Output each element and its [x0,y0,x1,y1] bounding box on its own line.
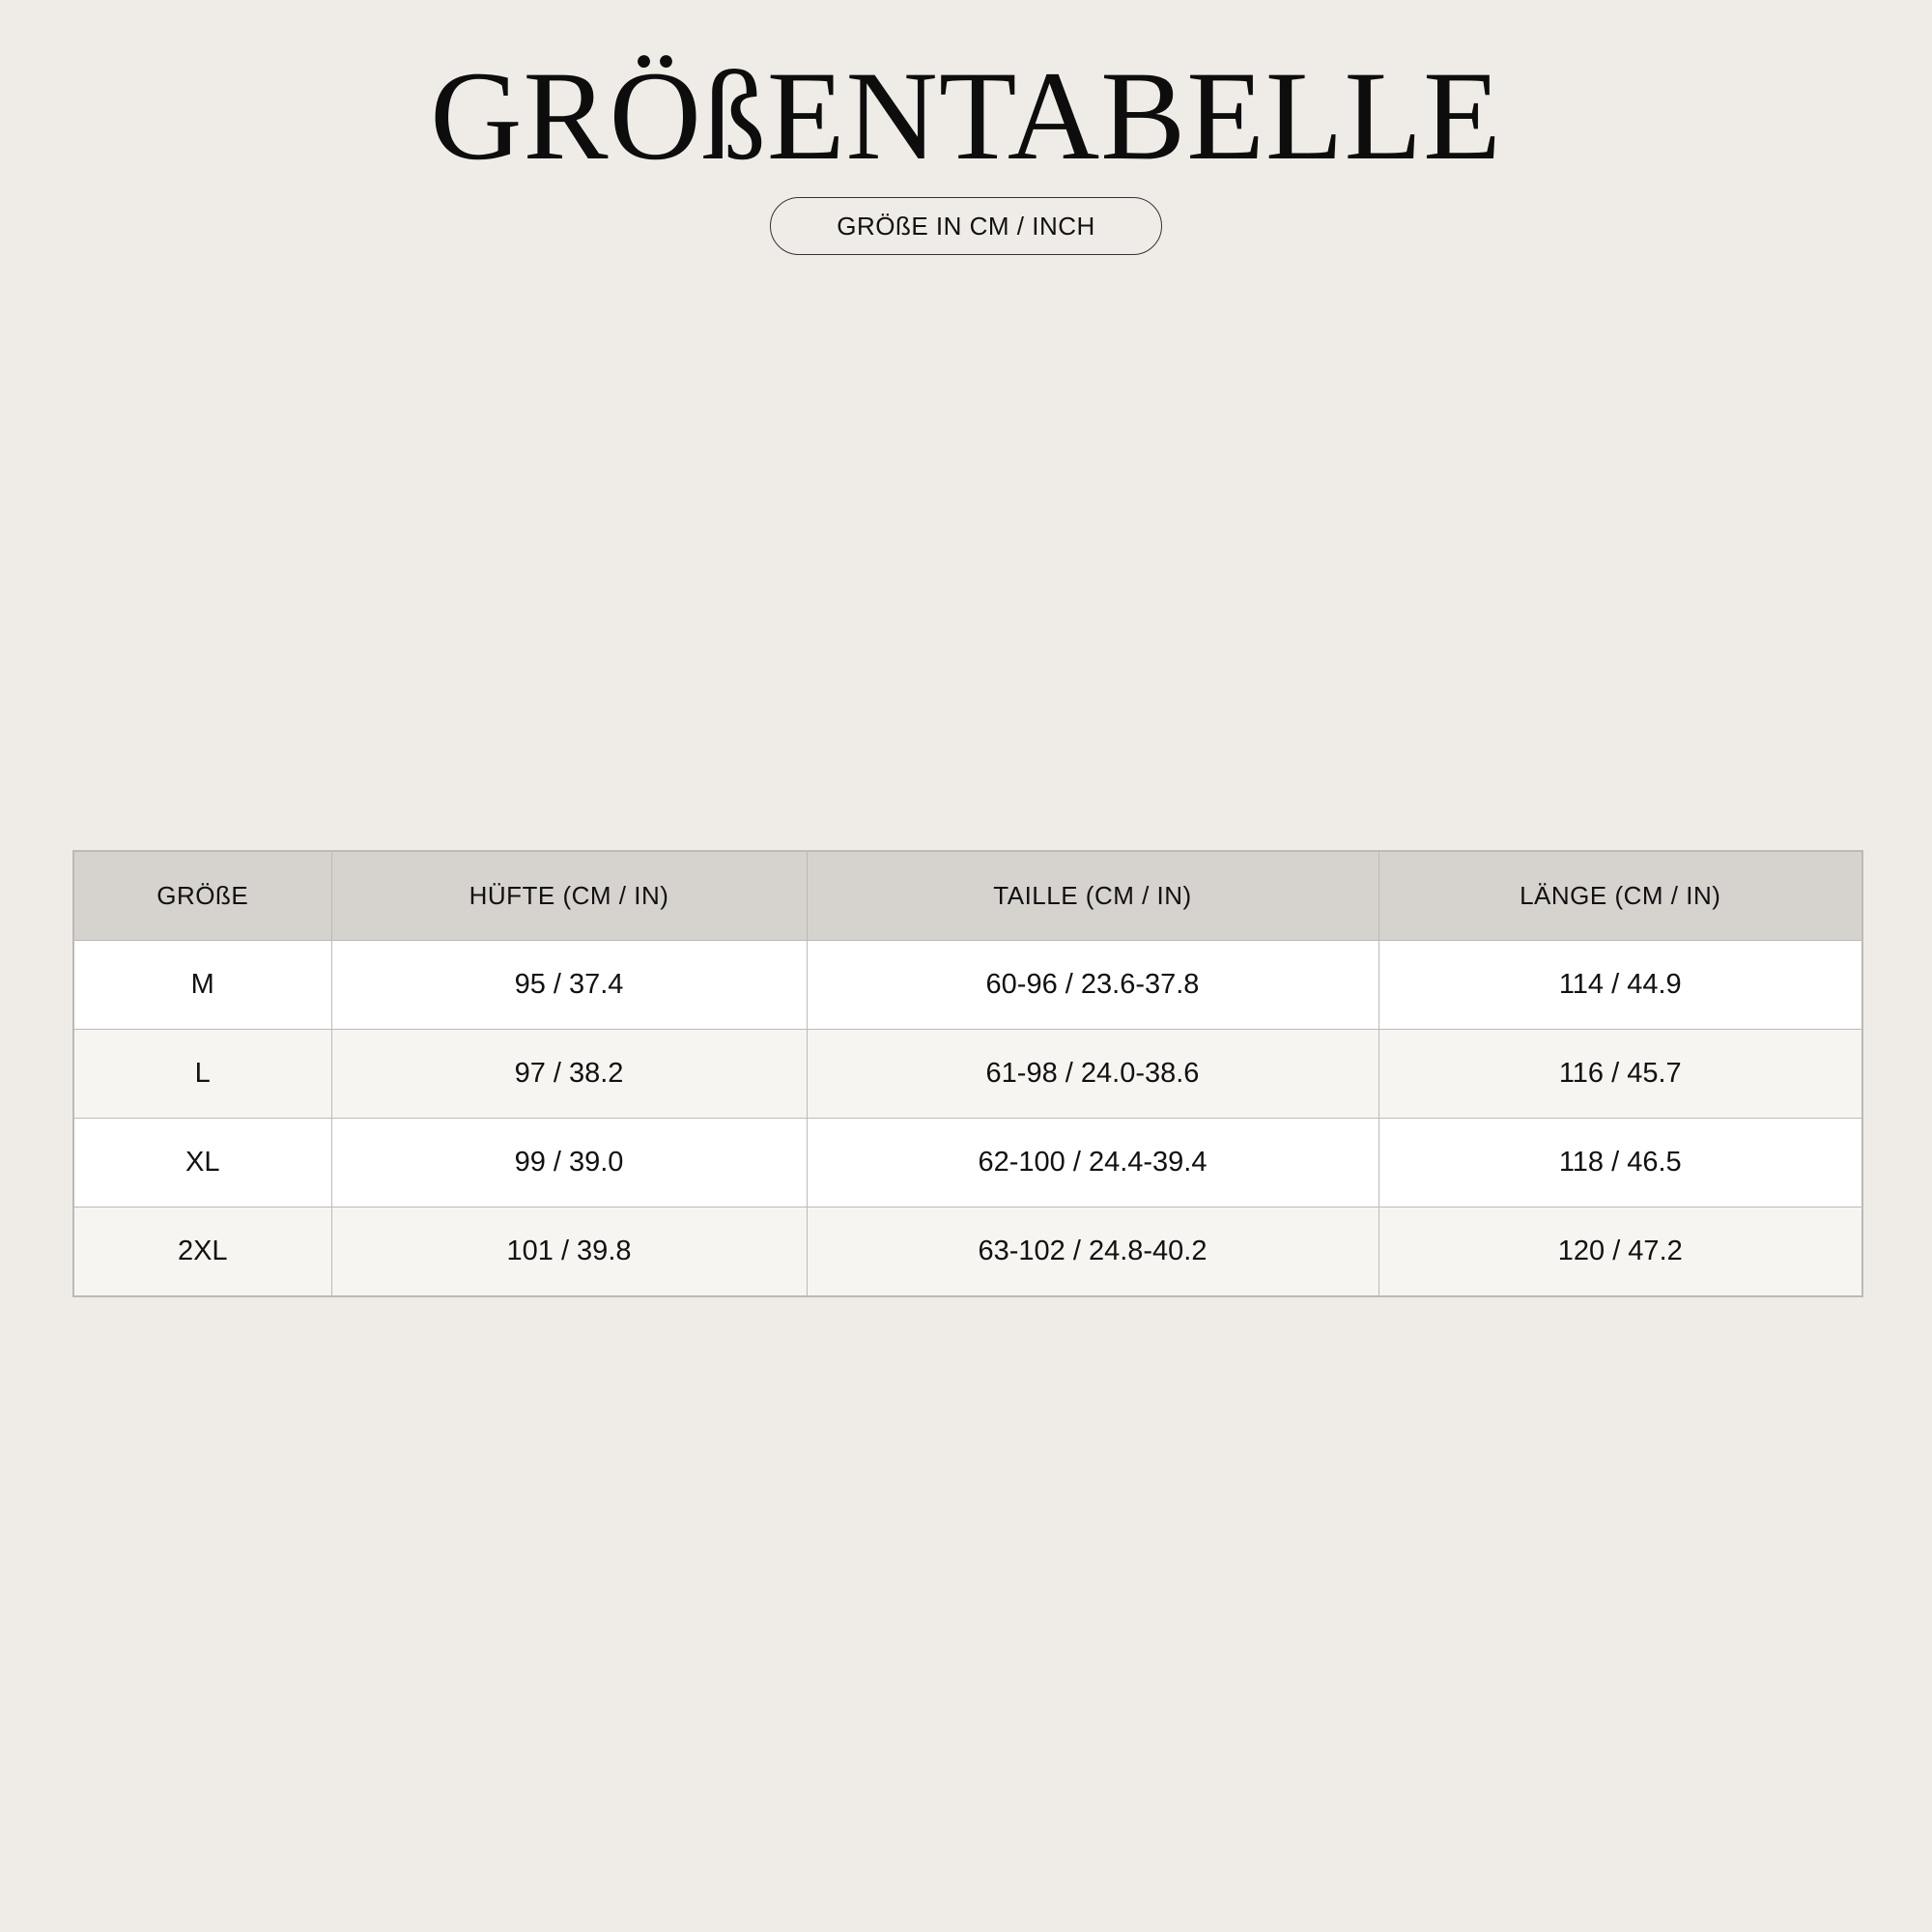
table-header-row [73,851,1862,941]
size-chart-table [72,850,1863,1297]
size-cell: 2XL [73,1208,331,1297]
units-badge: GRÖßE IN CM / INCH [770,197,1162,255]
hip-cell: 95 / 37.4 [331,941,807,1030]
waist-cell: 62-100 / 24.4-39.4 [807,1119,1378,1208]
size-cell: L [73,1030,331,1119]
length-cell: 120 / 47.2 [1378,1208,1862,1297]
hip-cell: 97 / 38.2 [331,1030,807,1119]
column-header-size: GRÖßE [73,851,331,941]
size-cell: M [73,941,331,1030]
hip-cell: 101 / 39.8 [331,1208,807,1297]
column-header-hip: HÜFTE (CM / IN) [331,851,807,941]
table-row [73,1030,1862,1119]
table-row [73,941,1862,1030]
length-cell: 116 / 45.7 [1378,1030,1862,1119]
waist-cell: 61-98 / 24.0-38.6 [807,1030,1378,1119]
table-row [73,1119,1862,1208]
waist-cell: 63-102 / 24.8-40.2 [807,1208,1378,1297]
table-row [73,1208,1862,1297]
size-cell: XL [73,1119,331,1208]
length-cell: 114 / 44.9 [1378,941,1862,1030]
hip-cell: 99 / 39.0 [331,1119,807,1208]
page-title: GRÖßENTABELLE [430,44,1502,186]
waist-cell: 60-96 / 23.6-37.8 [807,941,1378,1030]
length-cell: 118 / 46.5 [1378,1119,1862,1208]
column-header-waist: TAILLE (CM / IN) [807,851,1378,941]
column-header-length: LÄNGE (CM / IN) [1378,851,1862,941]
